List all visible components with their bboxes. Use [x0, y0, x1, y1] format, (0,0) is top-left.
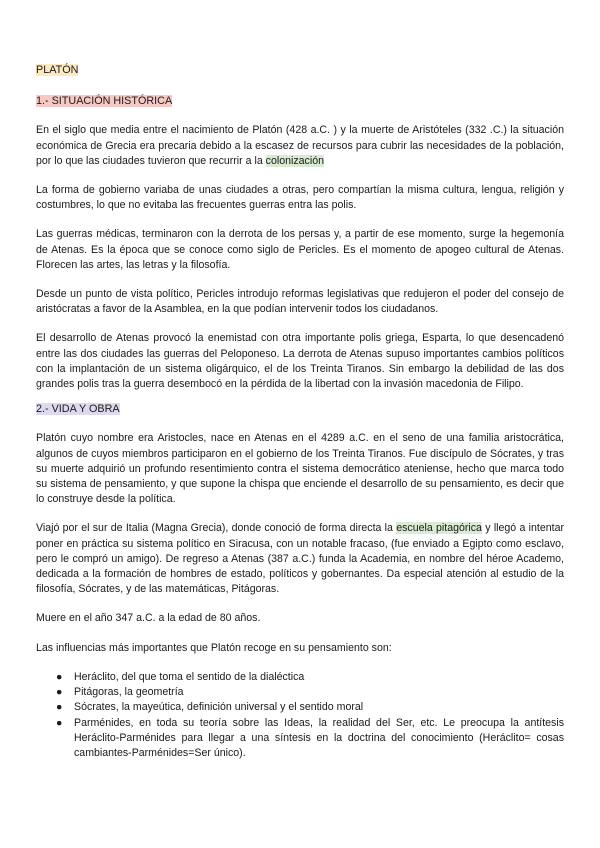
section-heading-vida [36, 402, 564, 417]
list-item [36, 700, 564, 715]
document-body [36, 63, 564, 761]
bullet-icon: ● [56, 670, 63, 683]
title-highlight: PLATÓN [36, 64, 79, 76]
list-item [36, 716, 564, 762]
document-title [36, 63, 564, 78]
paragraph-guerras-medicas: Las guerras médicas, terminaron con la derrota de los persas y, a partir de ese momento, surge la hegemonía de Atenas. Es la época que se conoce como siglo de Pericles. Es el momento de apogeo cultural de Atenas. Florecen las artes, las letras y la filosofía. [36, 228, 564, 271]
influences-list [36, 670, 564, 761]
list-item-text: Pitágoras, la geometría [74, 686, 184, 699]
highlight-escuela-pitagorica: escuela pitagórica [396, 522, 482, 535]
paragraph-viajes-after: y llegó a intentar poner en práctica su sistema político en Siracusa, con un notable fracaso, (fue enviado a Egipto como esclavo, pero le compró un amigo). De regreso a Atenas (387 a.C.) funda la Academia, en nombre del héroe Academo, dedicada a la formación de hombres de estado, políticos y gobernantes. Da especial atención al estudio de la filosofía, Sócrates, y de las matemáticas, Pitágoras. [36, 522, 564, 596]
paragraph-economia-text: En el siglo que media entre el nacimiento de Platón (428 a.C. ) y la muerte de Aristóteles (332 .C.) la situación económica de Grecia era precaria debido a la escasez de recursos para cubrir las necesidades de la población, por lo que las ciudades tuvieron que recurrir a la [36, 124, 564, 167]
paragraph-viajes-before: Viajó por el sur de Italia (Magna Grecia), donde conoció de forma directa la [36, 522, 397, 535]
paragraph-gobierno: La forma de gobierno variaba de unas ciudades a otras, pero compartían la misma cultura, lengua, religión y costumbres, lo que no evitaba las frecuentes guerras entra las polis. [36, 184, 564, 212]
paragraph-pericles: Desde un punto de vista político, Pericles introdujo reformas legislativas que redujeron el poder del consejo de aristócratas a favor de la Asamblea, en la que podían intervenir todos los ciudadanos. [36, 288, 564, 316]
section-heading-situacion-text: 1.- SITUACIÓN HISTÓRICA [36, 95, 173, 108]
list-item-text: Sócrates, la mayeútica, definición universal y el sentido moral [74, 701, 364, 714]
paragraph-muerte: Muere en el año 347 a.C. a la edad de 80 años. [36, 612, 261, 625]
list-item-text: Parménides, en toda su teoría sobre las Ideas, la realidad del Ser, etc. Le preocupa la antítesis Heráclito-Parménides para llegar a una síntesis en la doctrina del conocimiento (Heráclito= cosas cambiantes-Parménides=Ser único). [74, 716, 564, 759]
paragraph-economia [36, 123, 564, 169]
list-item [36, 670, 564, 685]
list-item [36, 685, 564, 700]
paragraph-influencias-intro: Las influencias más importantes que Platón recoge en su pensamiento son: [36, 641, 392, 654]
paragraph-biografia: Platón cuyo nombre era Aristocles, nace en Atenas en el 4289 a.C. en el seno de una familia aristocrática, algunos de cuyos miembros participaron en el gobierno de los Treinta Tiranos. Fue discípulo de Sócrates, y tras su muerte adquirió un profundo resentimiento contra el sistema democrático ateniense, hecho que marca todo su sistema de pensamiento, y que supone la chispa que enciende el desarrollo de su pensamiento, es decir que lo construye desde la política. [36, 432, 564, 506]
paragraph-peloponeso: El desarrollo de Atenas provocó la enemistad con otra importante polis griega, Esparta, lo que desencadenó entre las dos ciudades las guerras del Peloponeso. La derrota de Atenas supuso importantes cambios políticos con la implantación de un sistema oligárquico, el de los Treinta Tiranos. Sin embargo la debilidad de las dos grandes polis tras la guerra desembocó en la pérdida de la libertad con la invasión macedonia de Filipo. [36, 332, 564, 391]
list-item-text: Heráclito, del que toma el sentido de la dialéctica [74, 670, 305, 683]
paragraph-viajes [36, 521, 564, 597]
bullet-icon: ● [56, 716, 63, 729]
section-heading-situacion [36, 94, 564, 109]
bullet-icon: ● [56, 701, 63, 714]
bullet-icon: ● [56, 686, 63, 699]
section-heading-vida-text: 2.- VIDA Y OBRA [36, 403, 120, 416]
highlight-colonizacion: colonización [265, 154, 324, 167]
